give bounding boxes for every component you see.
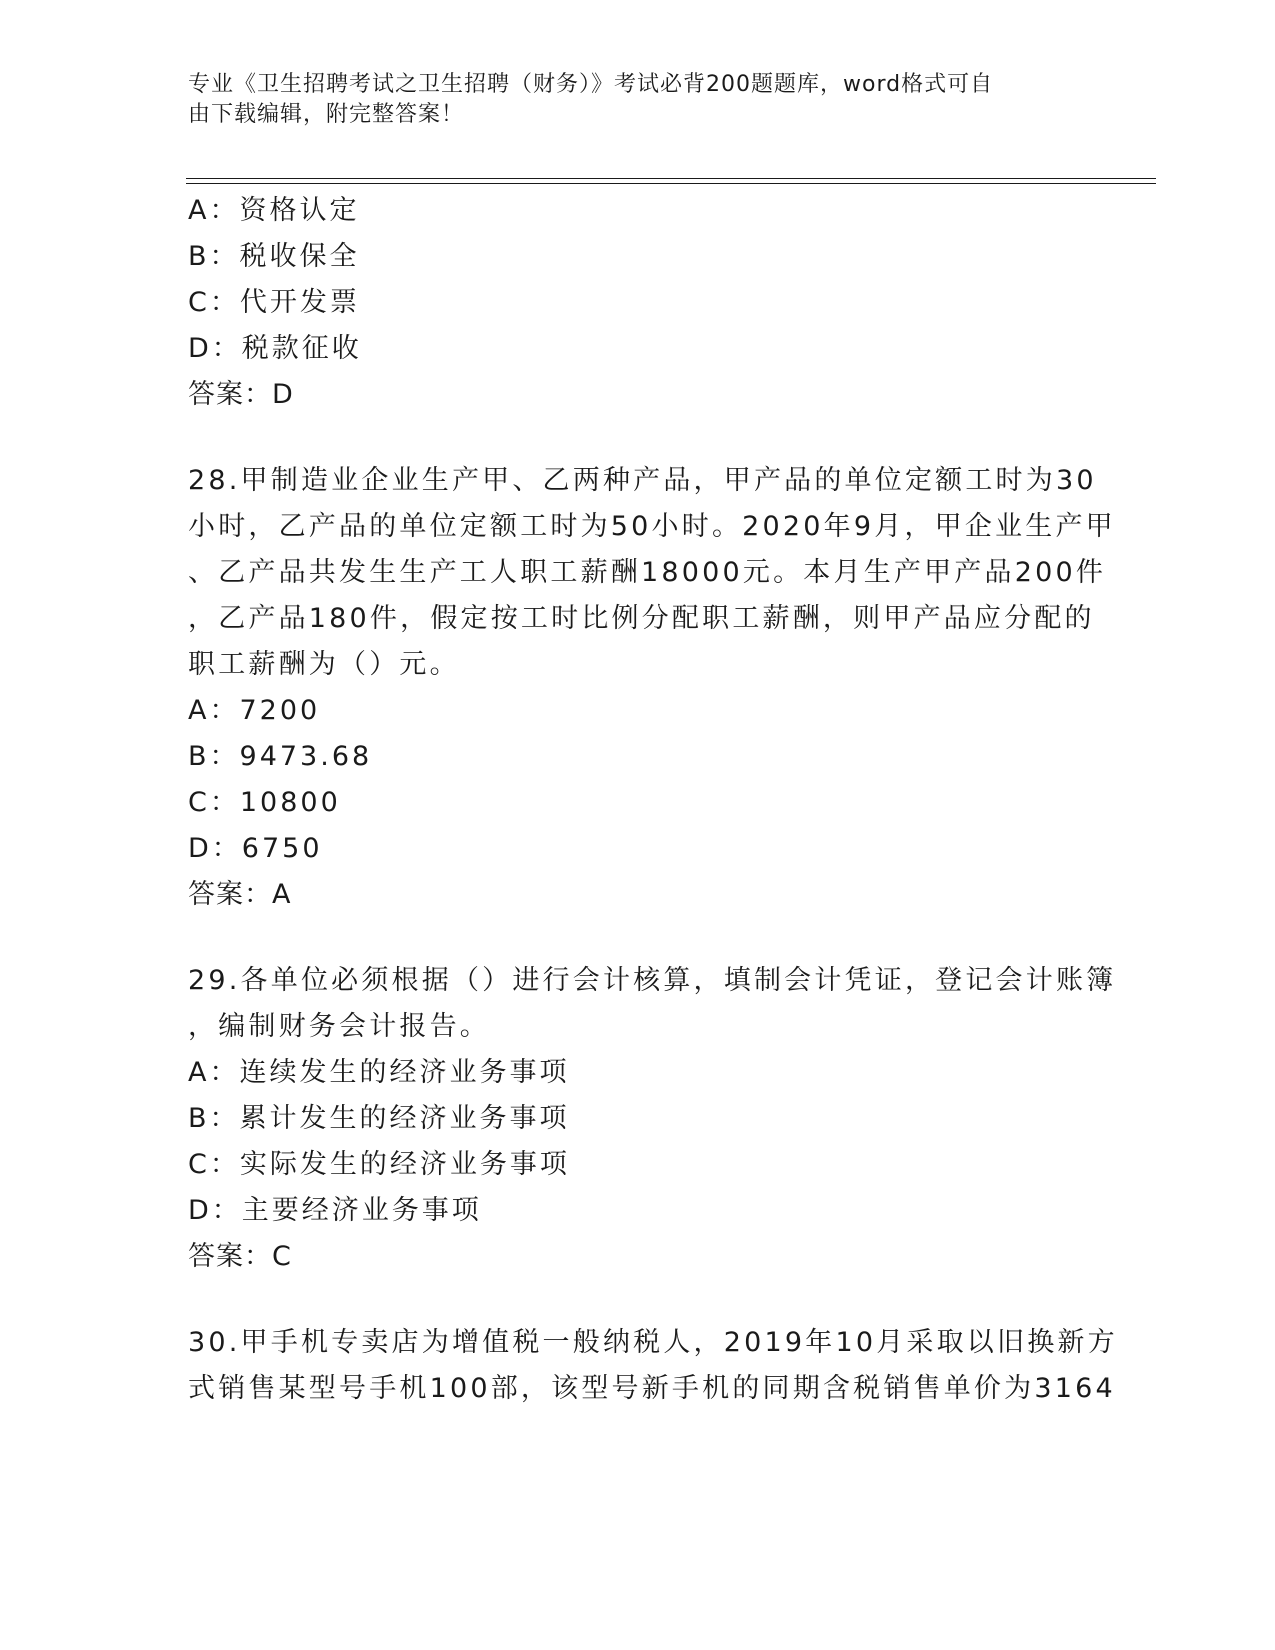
option-a: A：资格认定 [188, 195, 360, 226]
document-header [188, 70, 1068, 130]
option-d: D：6750 [188, 833, 323, 864]
question-text-line: 、乙产品共发生生产工人职工薪酬18000元。本月生产甲产品200件 [188, 557, 1107, 588]
option-b: B：9473.68 [188, 741, 373, 772]
option-c: C：代开发票 [188, 287, 360, 318]
question-29-answer: 答案：C [188, 1241, 292, 1272]
option-a: A：7200 [188, 695, 321, 726]
question-29-text [188, 958, 1117, 1050]
question-text-line: ，乙产品180件，假定按工时比例分配职工薪酬，则甲产品应分配的 [188, 603, 1095, 634]
question-27-answer: 答案：D [188, 379, 294, 410]
question-text-line: 式销售某型号手机100部，该型号新手机的同期含税销售单价为3164 [188, 1373, 1116, 1404]
option-b: B：累计发生的经济业务事项 [188, 1103, 570, 1134]
header-line-2: 由下载编辑，附完整答案！ [188, 102, 465, 127]
spacer [188, 1280, 1088, 1320]
question-text-line: ，编制财务会计报告。 [188, 1011, 490, 1042]
header-line-1: 专业《卫生招聘考试之卫生招聘（财务）》考试必背200题题库，word格式可自 [188, 72, 994, 97]
question-text-line: 30.甲手机专卖店为增值税一般纳税人，2019年10月采取以旧换新方 [188, 1327, 1118, 1358]
question-text-line: 28.甲制造业企业生产甲、乙两种产品，甲产品的单位定额工时为30 [188, 465, 1097, 496]
spacer [188, 418, 1088, 458]
question-28-answer: 答案：A [188, 879, 292, 910]
option-d: D：税款征收 [188, 333, 362, 364]
question-text-line: 小时，乙产品的单位定额工时为50小时。2020年9月，甲企业生产甲 [188, 511, 1116, 542]
question-list [188, 188, 1118, 1412]
header-divider-bottom [186, 183, 1156, 184]
question-text-line: 29.各单位必须根据（）进行会计核算，填制会计凭证，登记会计账簿 [188, 965, 1117, 996]
option-c: C：实际发生的经济业务事项 [188, 1149, 570, 1180]
question-28-options [188, 688, 1088, 872]
option-d: D：主要经济业务事项 [188, 1195, 482, 1226]
question-29-options [188, 1050, 1088, 1234]
spacer [188, 918, 1088, 958]
question-28-text [188, 458, 1116, 688]
option-c: C：10800 [188, 787, 341, 818]
option-a: A：连续发生的经济业务事项 [188, 1057, 570, 1088]
question-text-line: 职工薪酬为（）元。 [188, 649, 460, 680]
question-27-options [188, 188, 1088, 372]
question-30-text [188, 1320, 1118, 1412]
option-b: B：税收保全 [188, 241, 360, 272]
header-divider-top [186, 178, 1156, 179]
